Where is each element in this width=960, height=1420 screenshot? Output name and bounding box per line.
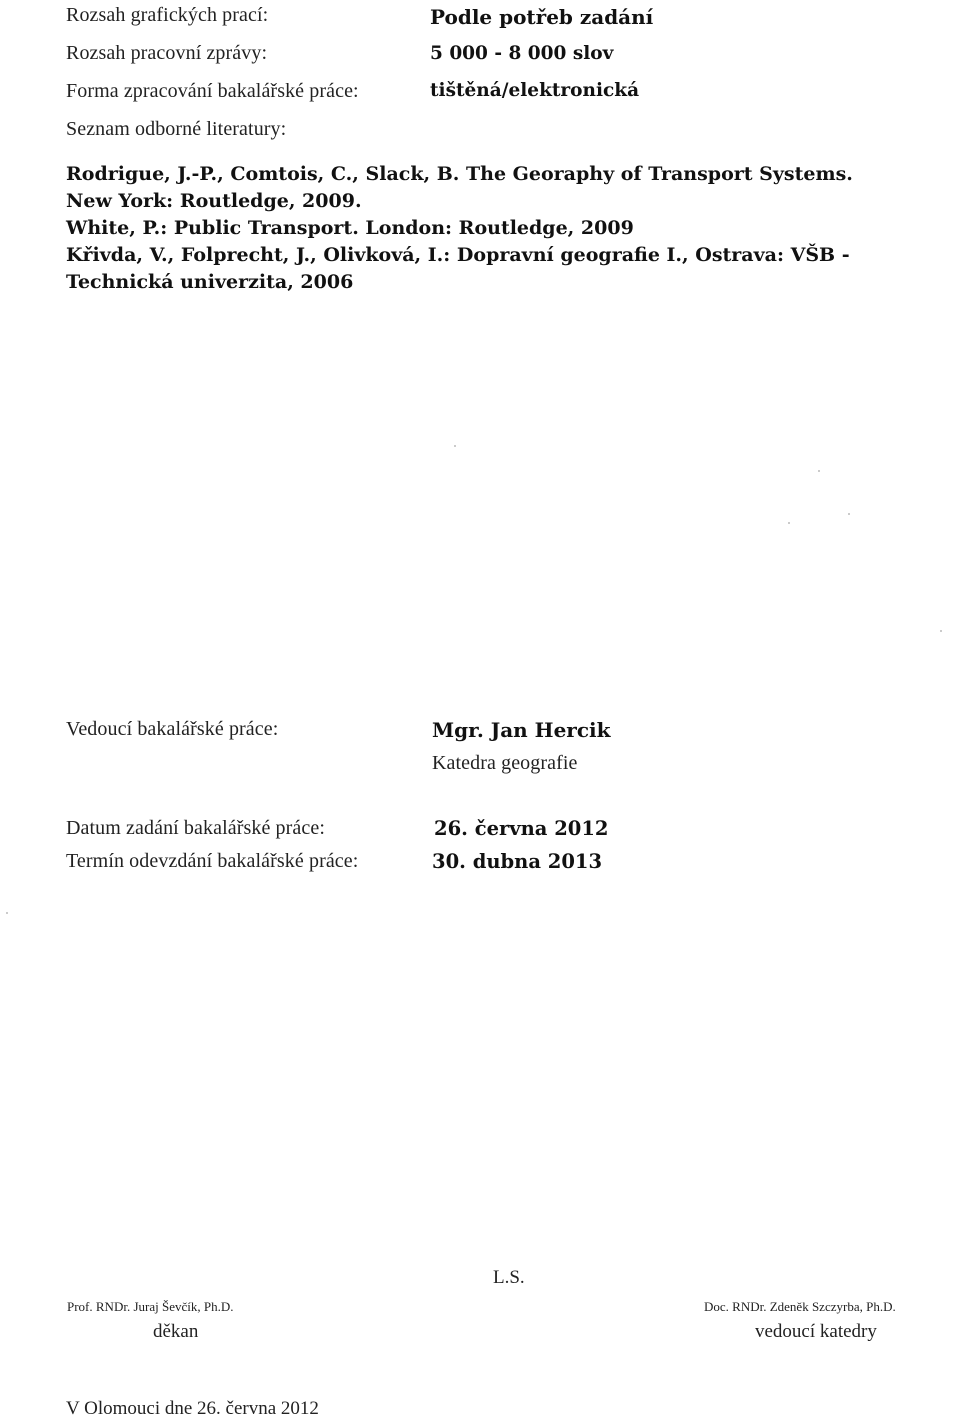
department-head-title: vedoucí katedry — [755, 1321, 877, 1342]
literature-line: Křivda, V., Folprecht, J., Olivková, I.: Dopravní geografie I., Ostrava: VŠB - — [66, 244, 850, 266]
thesis-form-value: tištěná/elektronická — [430, 80, 640, 101]
scan-speck — [848, 513, 850, 515]
scan-speck — [454, 445, 456, 447]
scan-speck — [940, 630, 942, 632]
supervisor-department: Katedra geografie — [432, 752, 578, 774]
supervisor-name: Mgr. Jan Hercik — [432, 718, 611, 742]
seal-mark: L.S. — [493, 1267, 525, 1288]
graphics-scope-label: Rozsah grafických prací: — [66, 4, 269, 26]
department-head-name: Doc. RNDr. Zdeněk Szczyrba, Ph.D. — [704, 1299, 896, 1314]
submission-date-label: Termín odevzdání bakalářské práce: — [66, 850, 359, 872]
literature-line: Technická univerzita, 2006 — [66, 271, 354, 293]
assignment-date-label: Datum zadání bakalářské práce: — [66, 817, 325, 839]
scan-speck — [6, 912, 8, 914]
literature-line: White, P.: Public Transport. London: Routledge, 2009 — [66, 217, 634, 239]
literature-line: Rodrigue, J.-P., Comtois, C., Slack, B. The Georaphy of Transport Systems. — [66, 163, 853, 185]
scan-speck — [788, 522, 790, 524]
dean-title: děkan — [153, 1321, 199, 1342]
supervisor-label: Vedoucí bakalářské práce: — [66, 718, 279, 740]
report-scope-label: Rozsah pracovní zprávy: — [66, 42, 268, 64]
scan-speck — [818, 470, 820, 472]
dean-name: Prof. RNDr. Juraj Ševčík, Ph.D. — [67, 1299, 234, 1314]
thesis-form-label: Forma zpracování bakalářské práce: — [66, 80, 359, 102]
place-and-date: V Olomouci dne 26. června 2012 — [66, 1398, 319, 1419]
literature-line: New York: Routledge, 2009. — [66, 190, 362, 212]
assignment-date-value: 26. června 2012 — [434, 817, 609, 840]
submission-date-value: 30. dubna 2013 — [432, 850, 603, 873]
literature-heading: Seznam odborné literatury: — [66, 118, 287, 140]
report-scope-value: 5 000 - 8 000 slov — [430, 43, 614, 64]
graphics-scope-value: Podle potřeb zadání — [430, 5, 654, 29]
